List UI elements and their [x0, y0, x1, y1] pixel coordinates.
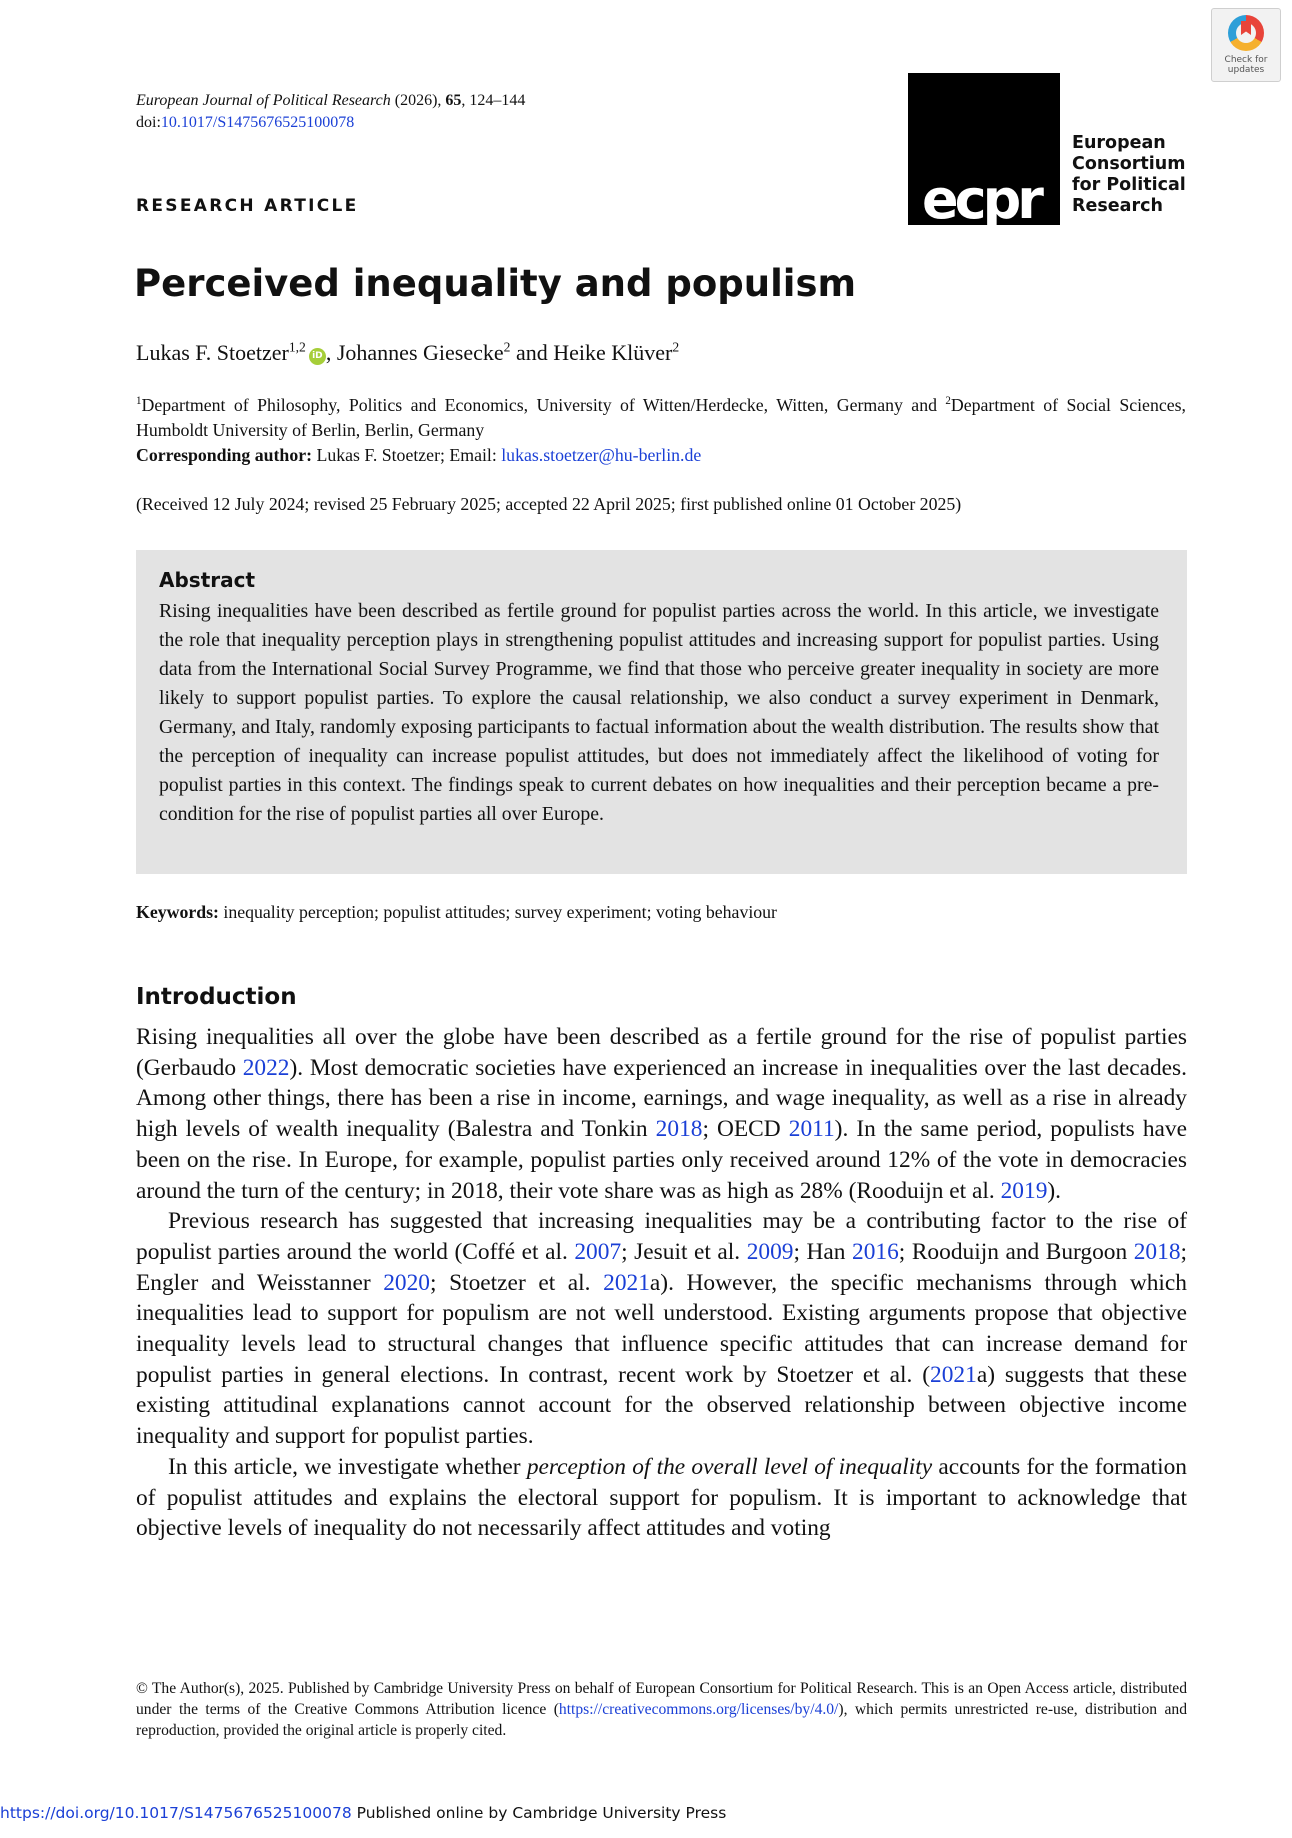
- affiliations: [136, 393, 1186, 443]
- doi-label: doi:: [136, 114, 161, 131]
- doi-line: [136, 112, 525, 134]
- author-affiliation-marker: 2: [503, 339, 511, 355]
- article-type: RESEARCH ARTICLE: [136, 196, 359, 216]
- publication-history: (Received 12 July 2024; revised 25 February 2025; accepted 22 April 2025; first published online 01 October 2025): [136, 494, 962, 514]
- license-link[interactable]: https://creativecommons.org/licenses/by/4.0/: [558, 1701, 839, 1718]
- orcid-icon[interactable]: iD: [309, 348, 326, 365]
- publisher-name: [1072, 133, 1186, 217]
- crossmark-caption: Check for updates: [1224, 55, 1268, 75]
- emphasis: perception of the overall level of inequality: [526, 1453, 933, 1480]
- article-title: Perceived inequality and populism: [134, 262, 857, 305]
- journal-line: [136, 90, 525, 112]
- keywords-label: Keywords:: [136, 902, 219, 922]
- citation-link[interactable]: 2019: [1000, 1177, 1048, 1204]
- paragraph: Rising inequalities all over the globe have been described as a fertile ground for the rise of populist parties (Gerbaudo 2022). Most democratic societies have experienced an increase in inequalities over the last decades. Among other things, there has been a rise in income, earnings, and wage inequality, as well as a rise in already high levels of wealth inequality (Balestra and Tonkin 2018; OECD 2011). In the same period, populists have been on the rise. In Europe, for example, populist parties only received around 12% of the vote in democracies around the turn of the century; in 2018, their vote share was as high as 28% (Rooduijn et al. 2019).: [136, 1024, 1187, 1204]
- paragraph: Previous research has suggested that increasing inequalities may be a contributing factor to the rise of populist parties around the world (Coffé et al. 2007; Jesuit et al. 2009; Han 2016; Rooduijn and Burgoon 2018; Engler and Weisstanner 2020; Stoetzer et al. 2021a). However, the specific mechanisms through which inequalities lead to support for populism are not well understood. Existing arguments propose that objective inequality levels lead to structural changes that influence specific attitudes that can increase demand for populist parties in general elections. In contrast, recent work by Stoetzer et al. (2021a) suggests that these existing attitudinal explanations cannot account for the observed relationship between objective income inequality and support for populist parties.: [136, 1208, 1188, 1450]
- publisher-name-line: Research: [1072, 196, 1163, 216]
- citation-link[interactable]: 2007: [574, 1238, 622, 1265]
- citation-link[interactable]: 2020: [383, 1269, 430, 1296]
- footer-published-text: Published online by Cambridge University Press: [351, 1804, 727, 1822]
- author-separator: and: [510, 340, 554, 365]
- section-heading-introduction: Introduction: [136, 984, 297, 1010]
- email-link[interactable]: lukas.stoetzer@hu-berlin.de: [501, 445, 702, 465]
- citation-link[interactable]: 2018: [655, 1116, 703, 1143]
- author-list: [136, 340, 679, 366]
- author-name[interactable]: Heike Klüver: [553, 340, 673, 365]
- citation-link[interactable]: 2011: [788, 1116, 835, 1143]
- license-notice: © The Author(s), 2025. Published by Cambridge University Press on behalf of European Consortium for Political Research. This is an Open Access article, distributed under the terms of the Creative Commons Attribution licence (https://creativecommons.org/licenses/by/4.0/), which permits unrestricted re-use, distribution and reproduction, provided the original article is properly cited.: [136, 1680, 1188, 1739]
- abstract-text: Rising inequalities have been described as fertile ground for populist parties across the world. In this article, we investigate the role that inequality perception plays in strengthening populist attitudes and increasing support for populist parties. Using data from the International Social Survey Programme, we find that those who perceive greater inequality in society are more likely to support populist parties. To explore the causal relationship, we also conduct a survey experiment in Denmark, Germany, and Italy, randomly exposing participants to factual information about the wealth distribution. The results show that the perception of inequality can increase populist attitudes, but does not immediately affect the likelihood of voting for populist parties in this context. The findings speak to current debates on how inequalities and their perception became a pre-condition for the rise of populist parties all over Europe.: [159, 600, 1159, 825]
- corresponding-text: Lukas F. Stoetzer; Email:: [312, 445, 502, 465]
- author-affiliation-marker: 1,2: [288, 339, 306, 355]
- citation-link[interactable]: 2009: [746, 1238, 794, 1265]
- affiliation-text: Department of Philosophy, Politics and Economics, University of Witten/Herdecke, Witten, Germany and: [141, 395, 946, 415]
- paragraph: In this article, we investigate whether perception of the overall level of inequality accounts for the formation of populist attitudes and explains the electoral support for populism. It is important to acknowledge that objective levels of inequality do not necessarily affect attitudes and voting: [136, 1453, 1187, 1542]
- journal-pages: , 124–144: [461, 92, 526, 109]
- check-for-updates-button[interactable]: [1211, 8, 1281, 82]
- affiliation-marker: 2: [945, 395, 951, 408]
- corresponding-label: Corresponding author:: [136, 445, 313, 465]
- ecpr-logo-text: ecpr: [922, 168, 1040, 231]
- citation-link[interactable]: 2021: [603, 1269, 650, 1296]
- keywords-text: inequality perception; populist attitudes; survey experiment; voting behaviour: [218, 902, 777, 922]
- affiliation-marker: 1: [136, 395, 142, 408]
- publisher-name-line: Consortium: [1072, 154, 1186, 174]
- footer-doi-link[interactable]: https://doi.org/10.1017/S1475676525100078: [0, 1804, 352, 1822]
- journal-year: (2026),: [390, 92, 446, 109]
- introduction-body: [136, 1022, 1187, 1544]
- footer-bar: [0, 1804, 726, 1822]
- journal-volume: 65: [445, 92, 462, 109]
- keywords: [136, 902, 777, 923]
- citation-link[interactable]: 2016: [852, 1238, 899, 1265]
- doi-link[interactable]: 10.1017/S1475676525100078: [160, 114, 355, 131]
- author-name[interactable]: Johannes Giesecke: [336, 340, 504, 365]
- journal-name: European Journal of Political Research: [136, 92, 391, 109]
- corresponding-author: [136, 443, 701, 468]
- author-name[interactable]: Lukas F. Stoetzer: [136, 340, 289, 365]
- abstract-heading: Abstract: [159, 568, 256, 592]
- author-affiliation-marker: 2: [672, 339, 680, 355]
- affiliation-text: Department of Social Sciences, Humboldt University of Berlin, Berlin, Germany: [136, 395, 1186, 440]
- citation-link[interactable]: 2018: [1133, 1238, 1181, 1265]
- journal-citation: [136, 90, 525, 134]
- citation-link[interactable]: 2021: [930, 1361, 977, 1388]
- publisher-name-line: European: [1072, 133, 1166, 153]
- author-separator: ,: [325, 340, 337, 365]
- publisher-name-line: for Political: [1072, 175, 1186, 195]
- citation-link[interactable]: 2022: [242, 1054, 290, 1081]
